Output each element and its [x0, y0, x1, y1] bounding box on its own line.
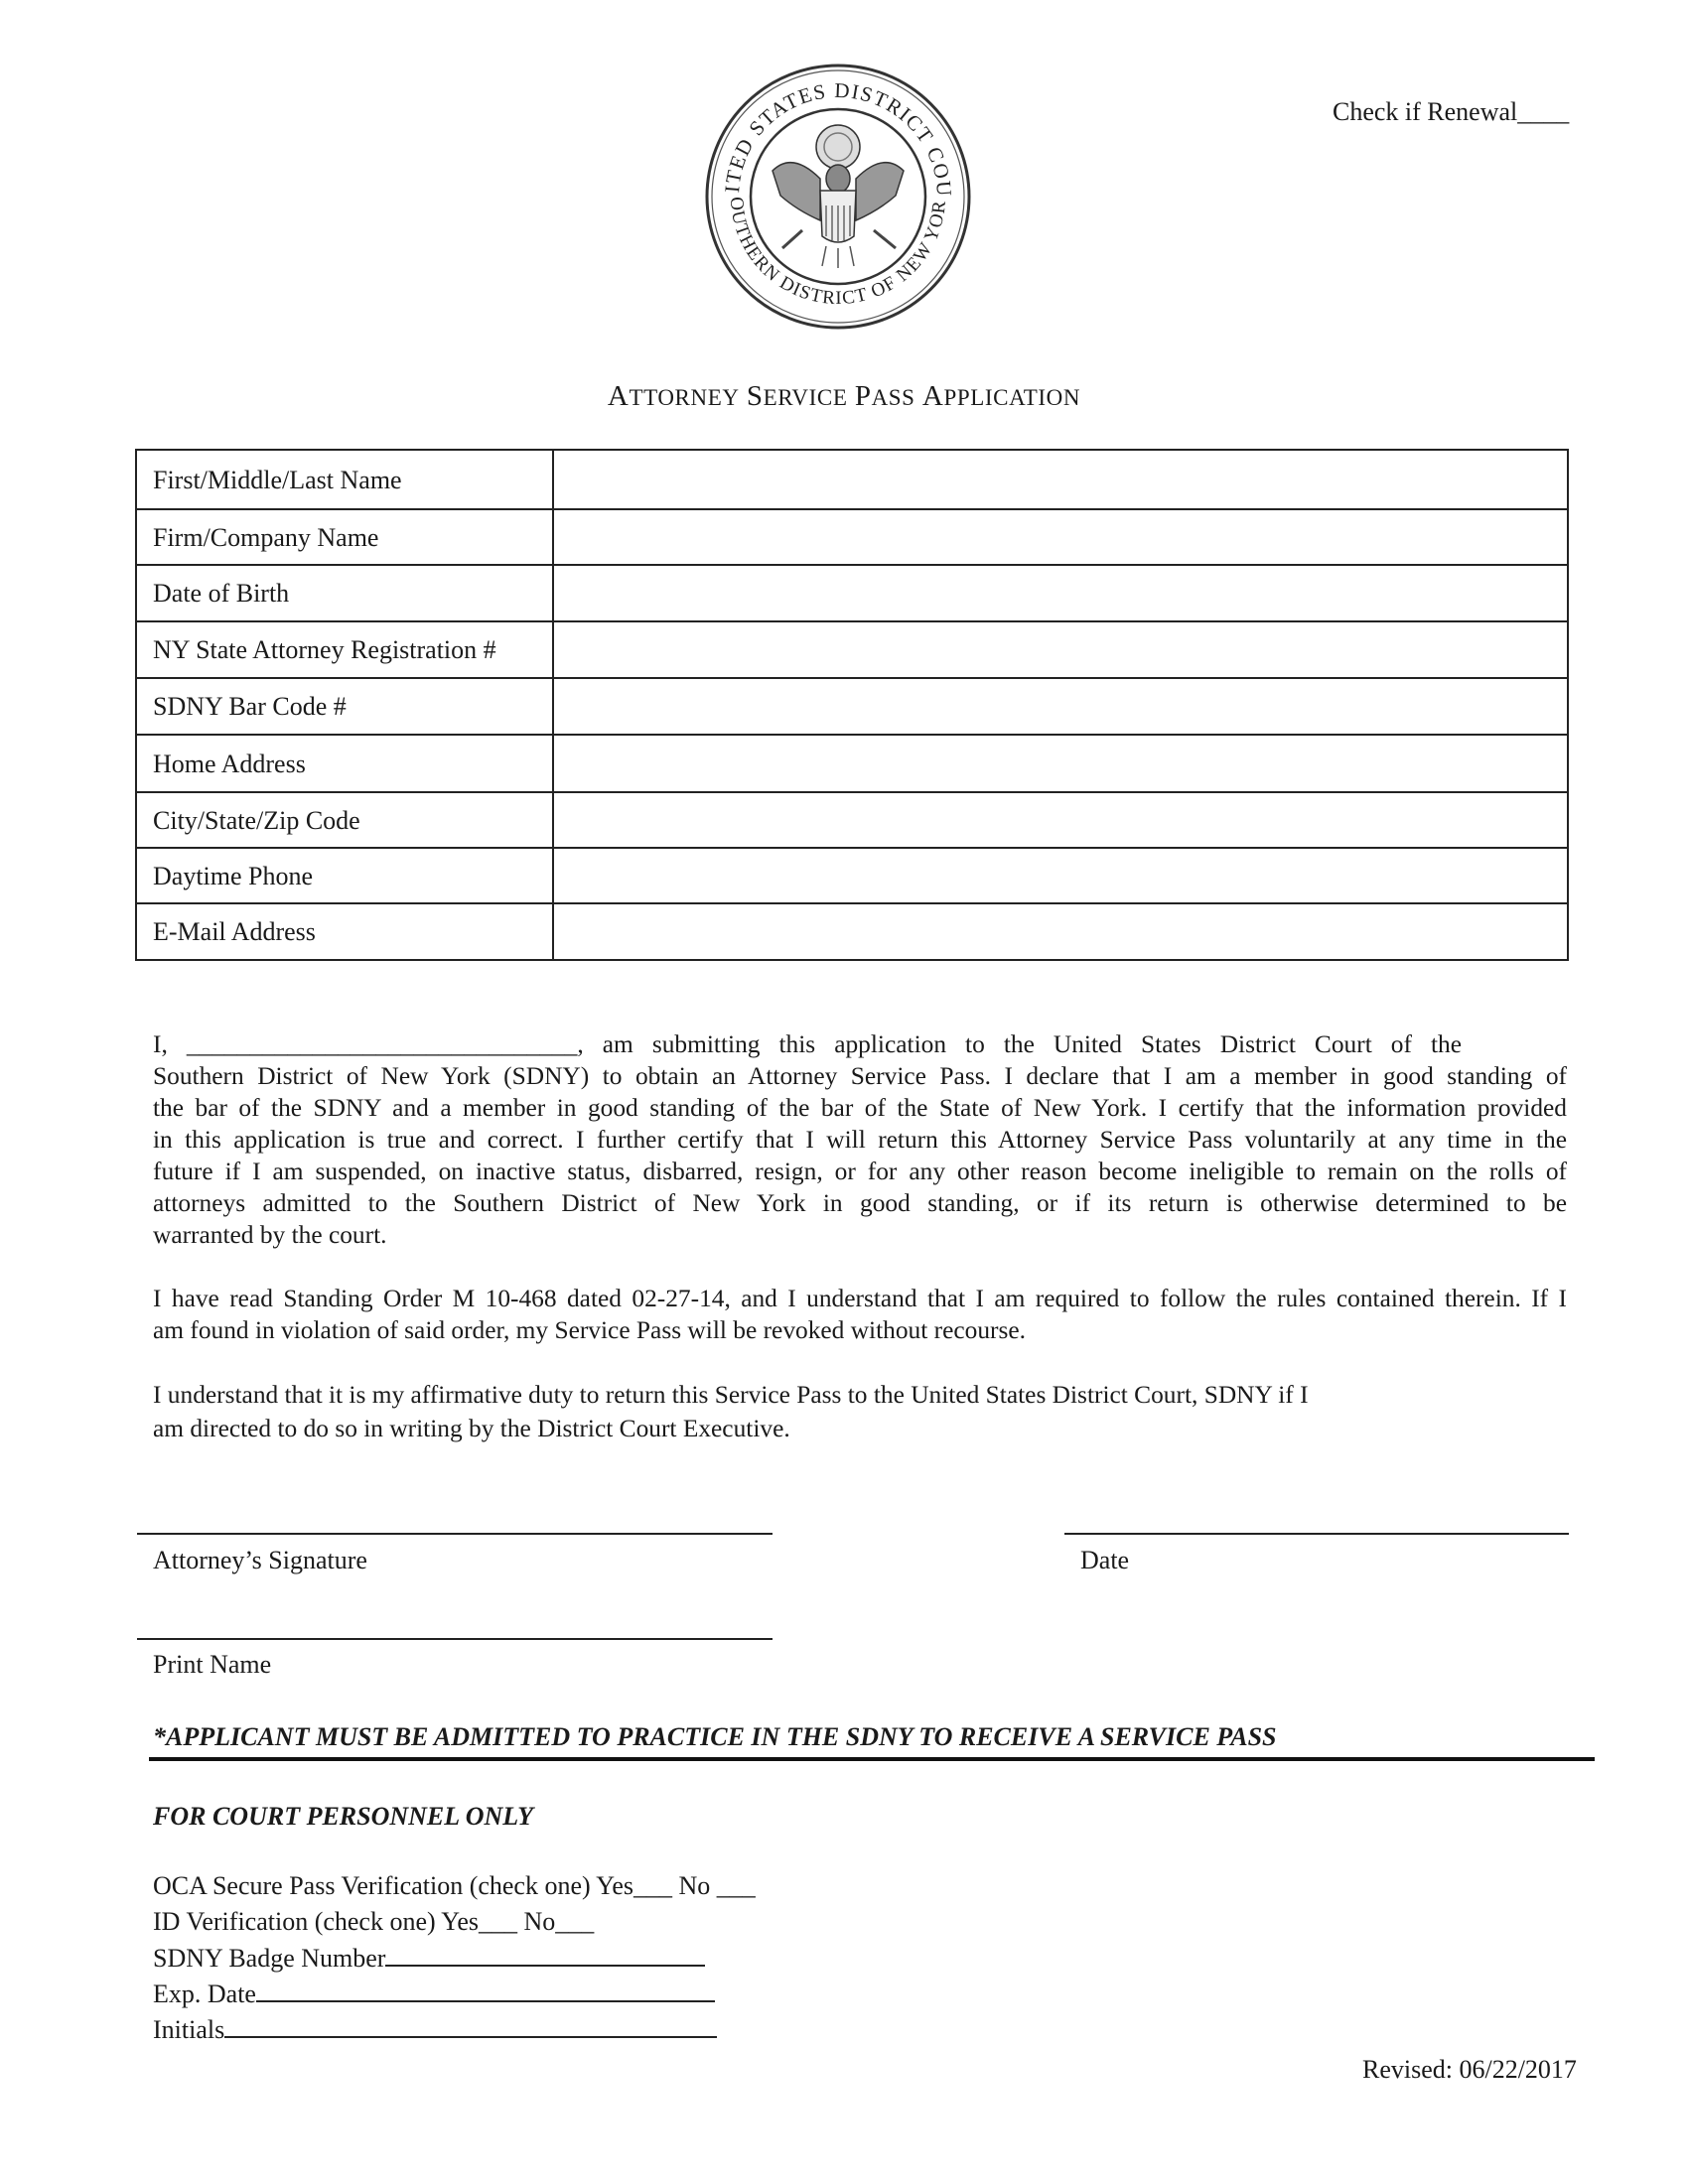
- table-row: [137, 791, 1567, 849]
- seal-top-text: ITED STATES DISTRICT COU: [720, 77, 957, 199]
- print-name-line[interactable]: [137, 1638, 773, 1640]
- bar-code-field[interactable]: [554, 679, 1567, 735]
- page-title: [0, 380, 1688, 413]
- court-personnel-heading: FOR COURT PERSONNEL ONLY: [153, 1802, 534, 1831]
- exp-date-row: [153, 1979, 715, 2009]
- table-row: [137, 620, 1567, 678]
- field-label: NY State Attorney Registration #: [153, 635, 496, 664]
- return-duty-paragraph: I understand that it is my affirmative duty to return this Service Pass to the United States District Court, SDNY if I am directed to do so in writing by the District Court Executive.: [153, 1381, 1309, 1442]
- attorney-signature-label: Attorney’s Signature: [153, 1546, 367, 1574]
- divider: [149, 1757, 1595, 1761]
- email-field[interactable]: [554, 904, 1567, 959]
- seal-bottom-text: OUTHERN DISTRICT OF NEW YOR: [725, 196, 951, 310]
- exp-date-field[interactable]: [256, 1979, 715, 2002]
- declaration-paragraph: I, _______________________________, am submitting this application to the United States District Court of the Southern District of New York (SDNY) to obtain an Attorney Service Pass. I declare that I am a member in good standing of the bar of the SDNY and a member in good standing of the bar of the State of New York. I certify that the information provided in this application is true and correct. I further certify that I will return this Attorney Service Pass voluntarily at any time in the future if I am suspended, on inactive status, disbarred, resign, or for any other reason become ineligible to remain on the rolls of attorneys admitted to the Southern District of New York in good standing, or if its return is otherwise determined to be warranted by the court.: [153, 1030, 1567, 1249]
- date-line[interactable]: [1064, 1533, 1569, 1535]
- court-seal: [703, 62, 973, 332]
- renewal-checkbox-label[interactable]: Check if Renewal____: [1333, 97, 1570, 126]
- table-row: [137, 451, 1567, 510]
- field-label: Home Address: [153, 749, 306, 778]
- home-address-field[interactable]: [554, 736, 1567, 792]
- ny-registration-field[interactable]: [554, 622, 1567, 678]
- print-name-label: Print Name: [153, 1650, 272, 1679]
- field-label: Daytime Phone: [153, 862, 314, 890]
- initials-label: Initials: [153, 2015, 225, 2044]
- revision-date: Revised: 06/22/2017: [1362, 2055, 1577, 2084]
- badge-number-row: [153, 1943, 705, 1974]
- badge-number-label: SDNY Badge Number: [153, 1944, 386, 1973]
- dob-field[interactable]: [554, 566, 1567, 621]
- id-verification[interactable]: ID Verification (check one) Yes___ No___: [153, 1907, 595, 1936]
- admission-warning: *APPLICANT MUST BE ADMITTED TO PRACTICE IN THE SDNY TO RECEIVE A SERVICE PASS: [153, 1722, 1277, 1751]
- exp-date-label: Exp. Date: [153, 1979, 256, 2008]
- field-label: First/Middle/Last Name: [153, 466, 402, 494]
- initials-row: [153, 2014, 717, 2045]
- phone-field[interactable]: [554, 849, 1567, 904]
- table-row: [137, 508, 1567, 566]
- field-label: Firm/Company Name: [153, 523, 379, 552]
- table-row: [137, 564, 1567, 621]
- name-field[interactable]: [554, 451, 1567, 510]
- initials-field[interactable]: [224, 2014, 717, 2038]
- date-label: Date: [1080, 1546, 1130, 1574]
- firm-field[interactable]: [554, 510, 1567, 566]
- field-label: E-Mail Address: [153, 916, 316, 946]
- applicant-info-table: [135, 449, 1569, 961]
- standing-order-paragraph: I have read Standing Order M 10-468 dated 02-27-14, and I understand that I am required to follow the rules contained therein. If I am found in violation of said order, my Service Pass will be revoked without recourse.: [153, 1285, 1567, 1344]
- title-word: APPLICATION: [921, 380, 1081, 412]
- title-word: ATTORNEY: [607, 380, 740, 412]
- table-row: [137, 847, 1567, 904]
- field-label: Date of Birth: [153, 579, 290, 608]
- title-word: PASS: [854, 380, 915, 412]
- field-label: City/State/Zip Code: [153, 806, 360, 835]
- table-row: [137, 677, 1567, 735]
- badge-number-field[interactable]: [385, 1943, 705, 1967]
- field-label: SDNY Bar Code #: [153, 692, 347, 721]
- oca-verification[interactable]: OCA Secure Pass Verification (check one) Yes___ No ___: [153, 1871, 756, 1900]
- title-word: SERVICE: [746, 380, 848, 412]
- attorney-signature-line[interactable]: [137, 1533, 773, 1535]
- city-state-zip-field[interactable]: [554, 793, 1567, 849]
- table-row: [137, 734, 1567, 792]
- table-row: [137, 902, 1567, 959]
